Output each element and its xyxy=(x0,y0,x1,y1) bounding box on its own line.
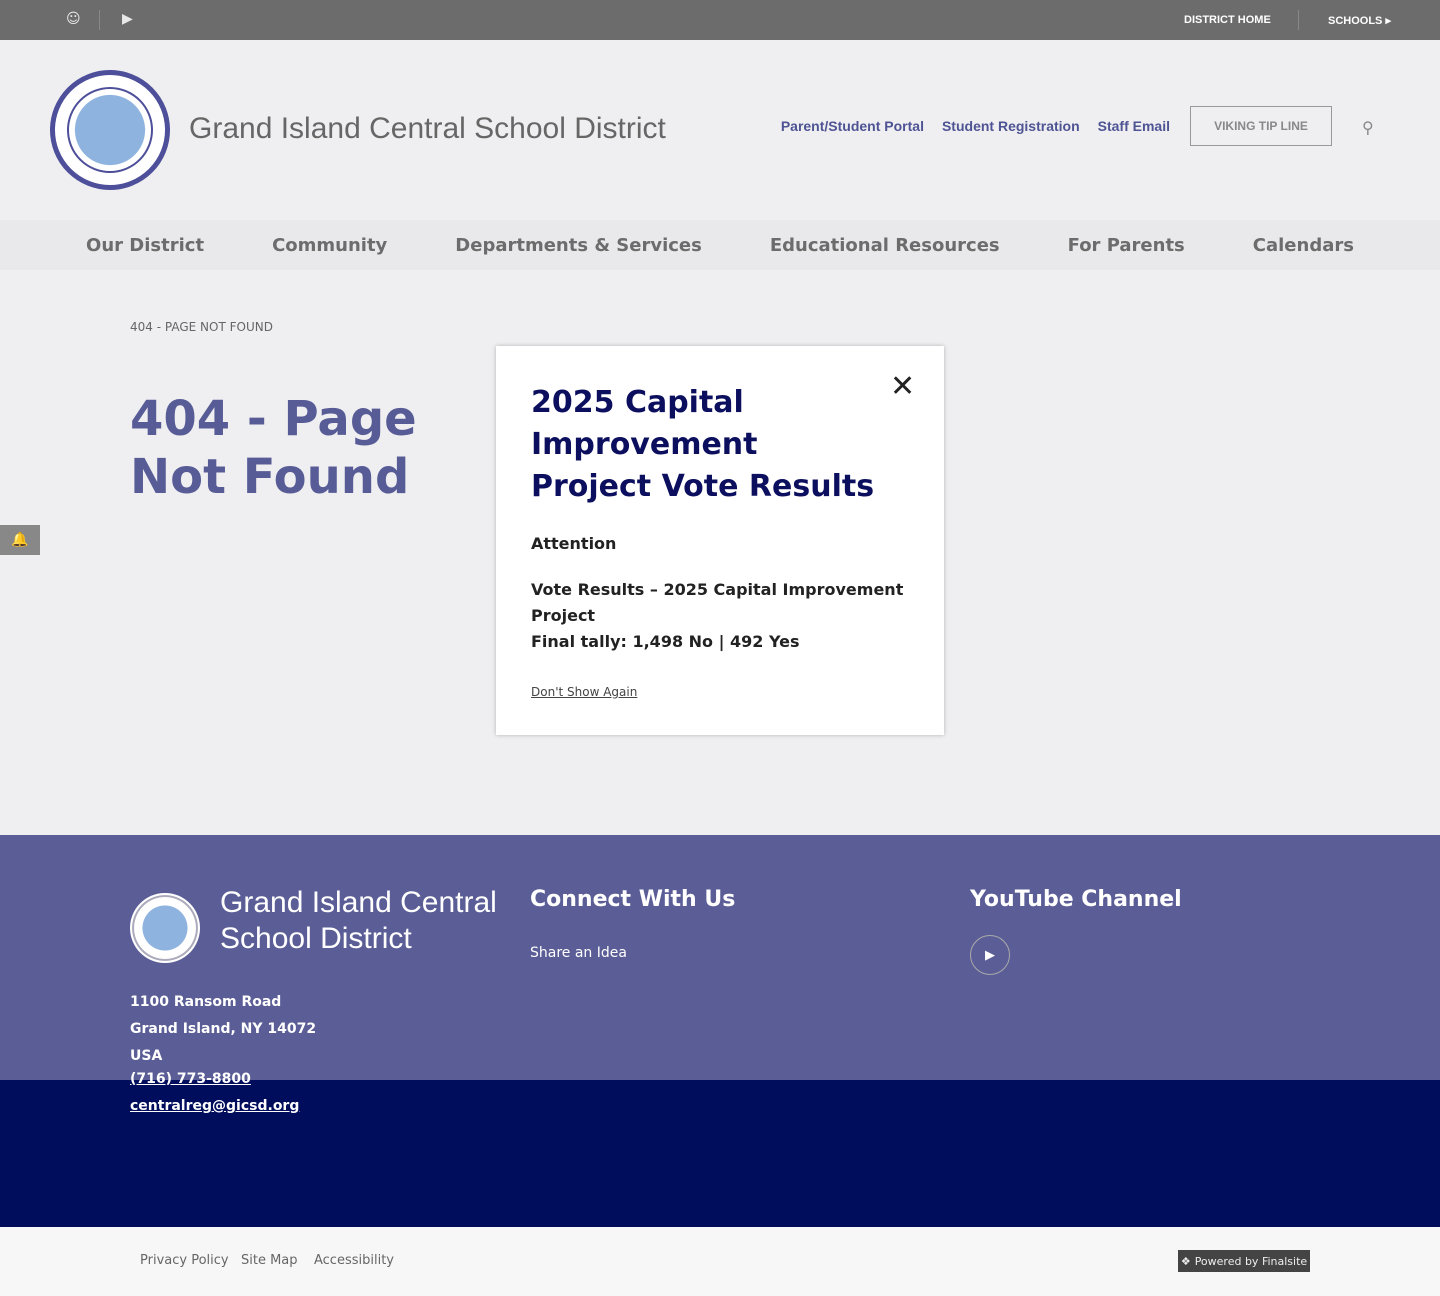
header xyxy=(0,40,1440,220)
address-line: 1100 Ransom Road xyxy=(130,994,282,1010)
footer xyxy=(0,835,1440,1080)
nav-community[interactable]: Community xyxy=(272,234,388,256)
modal-title: 2025 Capital Improvement Project Vote Results xyxy=(531,385,875,504)
district-home-link[interactable]: DISTRICT HOME xyxy=(1184,14,1271,26)
nav-educational-resources[interactable]: Educational Resources xyxy=(769,234,1000,256)
staff-email-link[interactable]: Staff Email xyxy=(1097,118,1170,134)
youtube-icon[interactable]: ▶ xyxy=(970,935,1010,975)
district-logo[interactable] xyxy=(50,70,170,190)
top-bar xyxy=(0,0,1440,40)
utility-links xyxy=(740,118,1170,134)
dont-show-again-link[interactable]: Don't Show Again xyxy=(531,685,638,699)
logo-seal xyxy=(67,87,153,173)
notification-bell-icon[interactable]: 🔔 xyxy=(0,525,40,555)
translate-icon[interactable]: ☺ xyxy=(66,11,81,27)
nav-calendars[interactable]: Calendars xyxy=(1252,234,1354,256)
announcement-modal xyxy=(496,346,944,735)
registration-link[interactable]: Student Registration xyxy=(941,118,1080,134)
schools-dropdown[interactable]: SCHOOLS ▸ xyxy=(1328,15,1391,27)
site-title[interactable]: Grand Island Central School District xyxy=(189,112,666,145)
nav-our-district[interactable]: Our District xyxy=(86,234,205,256)
page-title: 404 - Page Not Found xyxy=(130,391,417,505)
nav-departments[interactable]: Departments & Services xyxy=(455,234,702,256)
close-icon[interactable]: ✕ xyxy=(890,369,916,404)
youtube-heading: YouTube Channel xyxy=(970,887,1182,912)
modal-attention: Attention xyxy=(531,534,617,553)
divider xyxy=(99,10,100,30)
share-idea-link[interactable]: Share an Idea xyxy=(530,945,627,961)
phone-link[interactable]: (716) 773-8800 xyxy=(130,1071,251,1087)
nav-for-parents[interactable]: For Parents xyxy=(1067,234,1185,256)
portal-link[interactable]: Parent/Student Portal xyxy=(780,118,924,134)
powered-label: Powered by Finalsite xyxy=(1194,1254,1308,1268)
address-line: Grand Island, NY 14072 xyxy=(130,1021,317,1037)
powered-by-finalsite[interactable] xyxy=(1178,1250,1310,1272)
youtube-icon[interactable]: ▶ xyxy=(122,11,133,27)
footer-title: Grand Island Central School District xyxy=(220,886,497,955)
search-icon[interactable]: ⚲ xyxy=(1362,118,1374,137)
connect-heading: Connect With Us xyxy=(530,887,736,912)
footer-logo xyxy=(130,893,200,963)
finalsite-icon: ❖ xyxy=(1180,1254,1191,1268)
main-nav xyxy=(0,220,1440,270)
divider xyxy=(1298,10,1299,30)
accessibility-link[interactable]: Accessibility xyxy=(314,1253,394,1268)
schools-label: SCHOOLS xyxy=(1328,15,1383,27)
privacy-policy-link[interactable]: Privacy Policy xyxy=(140,1253,229,1268)
modal-line: Final tally: 1,498 No | 492 Yes xyxy=(531,632,800,651)
site-map-link[interactable]: Site Map xyxy=(241,1253,298,1268)
modal-body xyxy=(531,577,909,655)
modal-line: Vote Results – 2025 Capital Improvement Project xyxy=(531,580,904,625)
address-country: USA xyxy=(130,1048,163,1064)
breadcrumb: 404 - PAGE NOT FOUND xyxy=(130,320,273,334)
viking-tip-line-button[interactable]: VIKING TIP LINE xyxy=(1190,106,1332,146)
email-link[interactable]: centralreg@gicsd.org xyxy=(130,1098,300,1114)
